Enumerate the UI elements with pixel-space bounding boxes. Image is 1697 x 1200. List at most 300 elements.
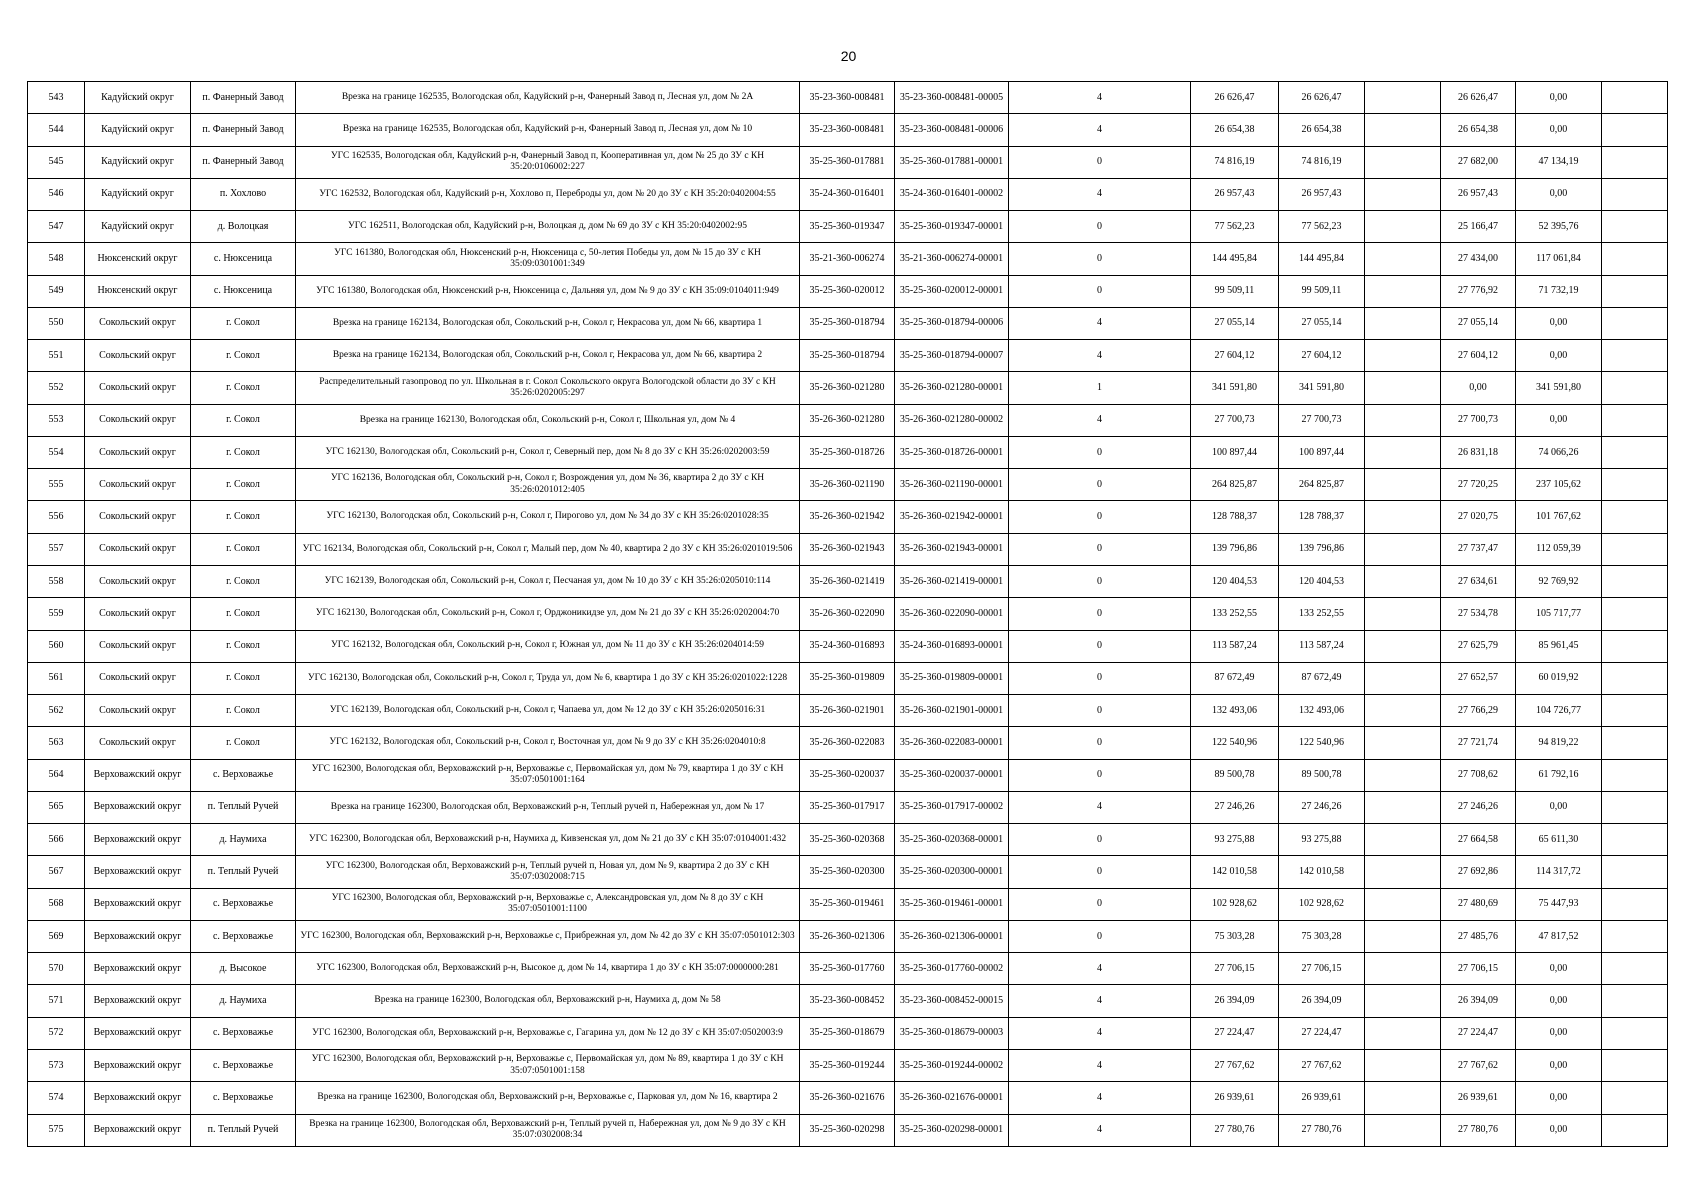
- cell-row-number: 553: [28, 404, 85, 436]
- cell-address: Врезка на границе 162535, Вологодская обл, Кадуйский р-н, Фанерный Завод п, Лесная ул, дом № 2А: [296, 82, 800, 114]
- cell-address: УГС 162511, Вологодская обл, Кадуйский р-н, Волоцкая д, дом № 69 до ЗУ с КН 35:20:0402002:95: [296, 211, 800, 243]
- cell-district: Верховажский округ: [85, 1082, 191, 1114]
- cell-amount-total: 27 224,47: [1191, 1017, 1279, 1049]
- cell-settlement: п. Фанерный Завод: [191, 114, 296, 146]
- cell-amount-4: 0,00: [1441, 372, 1516, 404]
- cell-id-code: 35-25-360-017881: [800, 146, 895, 178]
- cell-address: УГС 162535, Вологодская обл, Кадуйский р-н, Фанерный Завод п, Кооперативная ул, дом № 25 до ЗУ с КН 35:20:0106002:227: [296, 146, 800, 178]
- cell-amount-4: 27 020,75: [1441, 501, 1516, 533]
- cell-amount-6: [1602, 985, 1668, 1017]
- cell-amount-2: 26 939,61: [1279, 1082, 1365, 1114]
- cell-id-code: 35-24-360-016893: [800, 630, 895, 662]
- cell-amount-3: [1365, 307, 1441, 339]
- cell-amount-3: [1365, 1017, 1441, 1049]
- cell-amount-6: [1602, 307, 1668, 339]
- cell-amount-2: 27 706,15: [1279, 953, 1365, 985]
- cell-amount-2: 26 394,09: [1279, 985, 1365, 1017]
- cell-id-code: 35-26-360-021280: [800, 404, 895, 436]
- cell-address: УГС 162300, Вологодская обл, Верховажский р-н, Верховажье с, Прибрежная ул, дом № 42 до ЗУ с КН 35:07:0501012:303: [296, 920, 800, 952]
- cell-id-code: 35-26-360-021943: [800, 533, 895, 565]
- cell-amount-3: [1365, 211, 1441, 243]
- cell-object-code: 35-26-360-021306-00001: [895, 920, 1009, 952]
- cell-category: 0: [1009, 436, 1191, 468]
- cell-id-code: 35-25-360-020300: [800, 856, 895, 888]
- cell-address: УГС 162130, Вологодская обл, Сокольский р-н, Сокол г, Орджоникидзе ул, дом № 21 до ЗУ с КН 35:26:0202004:70: [296, 598, 800, 630]
- cell-row-number: 555: [28, 469, 85, 501]
- cell-amount-5: 112 059,39: [1516, 533, 1602, 565]
- table-row: [28, 630, 1668, 662]
- cell-amount-6: [1602, 372, 1668, 404]
- table-row: [28, 598, 1668, 630]
- cell-category: 0: [1009, 824, 1191, 856]
- cell-district: Сокольский округ: [85, 598, 191, 630]
- cell-address: УГС 162300, Вологодская обл, Верховажский р-н, Наумиха д, Кивзенская ул, дом № 21 до ЗУ с КН 35:07:0104001:432: [296, 824, 800, 856]
- cell-amount-4: 27 664,58: [1441, 824, 1516, 856]
- cell-address: Распределительный газопровод по ул. Школьная в г. Сокол Сокольского округа Вологодской области до ЗУ с КН 35:26:0202005:297: [296, 372, 800, 404]
- cell-amount-3: [1365, 662, 1441, 694]
- cell-settlement: г. Сокол: [191, 404, 296, 436]
- cell-amount-total: 26 939,61: [1191, 1082, 1279, 1114]
- cell-settlement: с. Нюксеница: [191, 275, 296, 307]
- cell-row-number: 544: [28, 114, 85, 146]
- cell-settlement: д. Наумиха: [191, 824, 296, 856]
- cell-district: Сокольский округ: [85, 340, 191, 372]
- table-row: [28, 953, 1668, 985]
- cell-category: 4: [1009, 404, 1191, 436]
- cell-object-code: 35-25-360-017881-00001: [895, 146, 1009, 178]
- cell-row-number: 575: [28, 1114, 85, 1147]
- cell-district: Верховажский округ: [85, 824, 191, 856]
- cell-amount-4: 27 721,74: [1441, 727, 1516, 759]
- cell-amount-4: 27 737,47: [1441, 533, 1516, 565]
- cell-object-code: 35-25-360-020300-00001: [895, 856, 1009, 888]
- cell-district: Кадуйский округ: [85, 114, 191, 146]
- cell-amount-4: 27 485,76: [1441, 920, 1516, 952]
- cell-district: Сокольский округ: [85, 372, 191, 404]
- cell-amount-2: 87 672,49: [1279, 662, 1365, 694]
- cell-row-number: 543: [28, 82, 85, 114]
- cell-settlement: г. Сокол: [191, 533, 296, 565]
- cell-id-code: 35-23-360-008481: [800, 114, 895, 146]
- cell-amount-2: 133 252,55: [1279, 598, 1365, 630]
- cell-id-code: 35-23-360-008452: [800, 985, 895, 1017]
- cell-amount-6: [1602, 759, 1668, 791]
- table-row: [28, 243, 1668, 275]
- cell-amount-3: [1365, 404, 1441, 436]
- cell-id-code: 35-26-360-021306: [800, 920, 895, 952]
- cell-row-number: 571: [28, 985, 85, 1017]
- cell-district: Верховажский округ: [85, 856, 191, 888]
- cell-object-code: 35-26-360-021280-00002: [895, 404, 1009, 436]
- cell-address: УГС 162532, Вологодская обл, Кадуйский р-н, Хохлово п, Переброды ул, дом № 20 до ЗУ с КН 35:20:0402004:55: [296, 178, 800, 210]
- cell-amount-3: [1365, 501, 1441, 533]
- cell-amount-5: 104 726,77: [1516, 695, 1602, 727]
- cell-amount-6: [1602, 178, 1668, 210]
- cell-amount-3: [1365, 372, 1441, 404]
- cell-id-code: 35-26-360-022090: [800, 598, 895, 630]
- table-row: [28, 114, 1668, 146]
- cell-row-number: 558: [28, 565, 85, 597]
- cell-district: Кадуйский округ: [85, 211, 191, 243]
- cell-amount-3: [1365, 178, 1441, 210]
- cell-amount-4: 26 626,47: [1441, 82, 1516, 114]
- cell-category: 4: [1009, 178, 1191, 210]
- table-row: [28, 82, 1668, 114]
- cell-amount-6: [1602, 404, 1668, 436]
- cell-row-number: 551: [28, 340, 85, 372]
- cell-amount-total: 26 394,09: [1191, 985, 1279, 1017]
- cell-amount-2: 27 224,47: [1279, 1017, 1365, 1049]
- cell-category: 0: [1009, 211, 1191, 243]
- cell-amount-total: 100 897,44: [1191, 436, 1279, 468]
- cell-object-code: 35-26-360-021280-00001: [895, 372, 1009, 404]
- cell-amount-total: 133 252,55: [1191, 598, 1279, 630]
- cell-amount-3: [1365, 598, 1441, 630]
- cell-settlement: г. Сокол: [191, 565, 296, 597]
- cell-amount-3: [1365, 340, 1441, 372]
- cell-amount-4: 27 652,57: [1441, 662, 1516, 694]
- cell-amount-4: 26 957,43: [1441, 178, 1516, 210]
- cell-id-code: 35-26-360-022083: [800, 727, 895, 759]
- cell-amount-2: 93 275,88: [1279, 824, 1365, 856]
- cell-amount-5: 0,00: [1516, 82, 1602, 114]
- table-row: [28, 856, 1668, 888]
- cell-amount-4: 27 246,26: [1441, 791, 1516, 823]
- cell-amount-2: 100 897,44: [1279, 436, 1365, 468]
- table-row: [28, 985, 1668, 1017]
- cell-amount-3: [1365, 565, 1441, 597]
- cell-amount-6: [1602, 469, 1668, 501]
- table-row: [28, 275, 1668, 307]
- cell-district: Верховажский округ: [85, 953, 191, 985]
- cell-address: Врезка на границе 162300, Вологодская обл, Верховажский р-н, Наумиха д, дом № 58: [296, 985, 800, 1017]
- cell-amount-4: 27 634,61: [1441, 565, 1516, 597]
- table-row: [28, 211, 1668, 243]
- cell-amount-5: 114 317,72: [1516, 856, 1602, 888]
- cell-amount-2: 26 957,43: [1279, 178, 1365, 210]
- cell-category: 4: [1009, 1017, 1191, 1049]
- cell-object-code: 35-26-360-021190-00001: [895, 469, 1009, 501]
- cell-row-number: 565: [28, 791, 85, 823]
- table-row: [28, 1049, 1668, 1081]
- cell-row-number: 561: [28, 662, 85, 694]
- cell-amount-total: 74 816,19: [1191, 146, 1279, 178]
- cell-settlement: г. Сокол: [191, 630, 296, 662]
- cell-amount-6: [1602, 1017, 1668, 1049]
- cell-amount-6: [1602, 211, 1668, 243]
- cell-address: УГС 162139, Вологодская обл, Сокольский р-н, Сокол г, Чапаева ул, дом № 12 до ЗУ с КН 35:26:0205016:31: [296, 695, 800, 727]
- cell-district: Сокольский округ: [85, 469, 191, 501]
- cell-row-number: 574: [28, 1082, 85, 1114]
- cell-row-number: 554: [28, 436, 85, 468]
- cell-amount-3: [1365, 1049, 1441, 1081]
- cell-settlement: с. Верховажье: [191, 888, 296, 920]
- cell-amount-2: 132 493,06: [1279, 695, 1365, 727]
- cell-amount-3: [1365, 82, 1441, 114]
- cell-object-code: 35-21-360-006274-00001: [895, 243, 1009, 275]
- cell-id-code: 35-25-360-019244: [800, 1049, 895, 1081]
- cell-amount-total: 132 493,06: [1191, 695, 1279, 727]
- cell-amount-4: 27 055,14: [1441, 307, 1516, 339]
- cell-row-number: 568: [28, 888, 85, 920]
- cell-amount-2: 139 796,86: [1279, 533, 1365, 565]
- cell-id-code: 35-25-360-018726: [800, 436, 895, 468]
- cell-category: 0: [1009, 501, 1191, 533]
- cell-amount-4: 27 780,76: [1441, 1114, 1516, 1147]
- cell-id-code: 35-25-360-018794: [800, 340, 895, 372]
- cell-district: Сокольский округ: [85, 565, 191, 597]
- cell-id-code: 35-25-360-020012: [800, 275, 895, 307]
- cell-row-number: 550: [28, 307, 85, 339]
- cell-category: 4: [1009, 82, 1191, 114]
- cell-address: УГС 162132, Вологодская обл, Сокольский р-н, Сокол г, Южная ул, дом № 11 до ЗУ с КН 35:26:0204014:59: [296, 630, 800, 662]
- cell-address: Врезка на границе 162300, Вологодская обл, Верховажский р-н, Теплый ручей п, Набережная ул, дом № 17: [296, 791, 800, 823]
- cell-object-code: 35-25-360-020012-00001: [895, 275, 1009, 307]
- cell-amount-6: [1602, 630, 1668, 662]
- cell-amount-2: 120 404,53: [1279, 565, 1365, 597]
- cell-amount-6: [1602, 598, 1668, 630]
- cell-settlement: д. Высокое: [191, 953, 296, 985]
- cell-district: Сокольский округ: [85, 501, 191, 533]
- cell-object-code: 35-25-360-019347-00001: [895, 211, 1009, 243]
- cell-object-code: 35-25-360-018794-00007: [895, 340, 1009, 372]
- cell-amount-5: 71 732,19: [1516, 275, 1602, 307]
- cell-amount-3: [1365, 275, 1441, 307]
- cell-amount-3: [1365, 469, 1441, 501]
- cell-amount-4: 25 166,47: [1441, 211, 1516, 243]
- cell-amount-total: 75 303,28: [1191, 920, 1279, 952]
- cell-amount-4: 27 625,79: [1441, 630, 1516, 662]
- cell-address: Врезка на границе 162130, Вологодская обл, Сокольский р-н, Сокол г, Школьная ул, дом № 4: [296, 404, 800, 436]
- table-row: [28, 307, 1668, 339]
- cell-object-code: 35-26-360-022090-00001: [895, 598, 1009, 630]
- cell-amount-2: 75 303,28: [1279, 920, 1365, 952]
- cell-address: УГС 162132, Вологодская обл, Сокольский р-н, Сокол г, Восточная ул, дом № 9 до ЗУ с КН 35:26:0204010:8: [296, 727, 800, 759]
- cell-amount-5: 47 817,52: [1516, 920, 1602, 952]
- cell-settlement: п. Теплый Ручей: [191, 791, 296, 823]
- table-row: [28, 920, 1668, 952]
- cell-row-number: 560: [28, 630, 85, 662]
- cell-object-code: 35-26-360-021676-00001: [895, 1082, 1009, 1114]
- table-row: [28, 727, 1668, 759]
- cell-amount-4: 27 766,29: [1441, 695, 1516, 727]
- cell-category: 0: [1009, 920, 1191, 952]
- cell-category: 0: [1009, 662, 1191, 694]
- cell-settlement: с. Верховажье: [191, 1082, 296, 1114]
- cell-amount-2: 27 604,12: [1279, 340, 1365, 372]
- cell-amount-total: 27 604,12: [1191, 340, 1279, 372]
- cell-amount-total: 341 591,80: [1191, 372, 1279, 404]
- cell-address: Врезка на границе 162134, Вологодская обл, Сокольский р-н, Сокол г, Некрасова ул, дом № 66, квартира 2: [296, 340, 800, 372]
- cell-amount-total: 26 626,47: [1191, 82, 1279, 114]
- cell-object-code: 35-26-360-021942-00001: [895, 501, 1009, 533]
- cell-address: Врезка на границе 162300, Вологодская обл, Верховажский р-н, Верховажье с, Парковая ул, дом № 16, квартира 2: [296, 1082, 800, 1114]
- cell-district: Сокольский округ: [85, 533, 191, 565]
- cell-amount-2: 74 816,19: [1279, 146, 1365, 178]
- cell-settlement: г. Сокол: [191, 307, 296, 339]
- cell-amount-6: [1602, 146, 1668, 178]
- cell-amount-total: 120 404,53: [1191, 565, 1279, 597]
- cell-id-code: 35-25-360-017917: [800, 791, 895, 823]
- cell-amount-5: 0,00: [1516, 1017, 1602, 1049]
- cell-address: УГС 162130, Вологодская обл, Сокольский р-н, Сокол г, Северный пер, дом № 8 до ЗУ с КН 35:26:0202003:59: [296, 436, 800, 468]
- cell-amount-6: [1602, 114, 1668, 146]
- cell-amount-5: 92 769,92: [1516, 565, 1602, 597]
- cell-amount-5: 0,00: [1516, 1049, 1602, 1081]
- cell-category: 0: [1009, 856, 1191, 888]
- table-row: [28, 1017, 1668, 1049]
- cell-object-code: 35-25-360-019244-00002: [895, 1049, 1009, 1081]
- cell-settlement: п. Теплый Ручей: [191, 856, 296, 888]
- cell-amount-2: 128 788,37: [1279, 501, 1365, 533]
- table-row: [28, 178, 1668, 210]
- cell-amount-2: 144 495,84: [1279, 243, 1365, 275]
- cell-object-code: 35-24-360-016893-00001: [895, 630, 1009, 662]
- table-row: [28, 146, 1668, 178]
- cell-district: Верховажский округ: [85, 888, 191, 920]
- table-row: [28, 372, 1668, 404]
- cell-district: Кадуйский округ: [85, 178, 191, 210]
- cell-amount-total: 142 010,58: [1191, 856, 1279, 888]
- cell-district: Сокольский округ: [85, 436, 191, 468]
- cell-amount-5: 65 611,30: [1516, 824, 1602, 856]
- cell-row-number: 559: [28, 598, 85, 630]
- cell-row-number: 566: [28, 824, 85, 856]
- cell-amount-3: [1365, 114, 1441, 146]
- cell-amount-4: 27 708,62: [1441, 759, 1516, 791]
- cell-amount-3: [1365, 146, 1441, 178]
- cell-address: УГС 162300, Вологодская обл, Верховажский р-н, Высокое д, дом № 14, квартира 1 до ЗУ с КН 35:07:0000000:281: [296, 953, 800, 985]
- cell-category: 0: [1009, 630, 1191, 662]
- cell-amount-2: 27 780,76: [1279, 1114, 1365, 1147]
- cell-object-code: 35-25-360-019809-00001: [895, 662, 1009, 694]
- cell-amount-3: [1365, 888, 1441, 920]
- table-row: [28, 340, 1668, 372]
- cell-settlement: с. Верховажье: [191, 759, 296, 791]
- cell-amount-3: [1365, 791, 1441, 823]
- cell-object-code: 35-26-360-021901-00001: [895, 695, 1009, 727]
- cell-object-code: 35-25-360-020298-00001: [895, 1114, 1009, 1147]
- cell-id-code: 35-26-360-021280: [800, 372, 895, 404]
- cell-address: Врезка на границе 162300, Вологодская обл, Верховажский р-н, Теплый ручей п, Набережная ул, дом № 9 до ЗУ с КН 35:07:0302008:34: [296, 1114, 800, 1147]
- cell-settlement: г. Сокол: [191, 501, 296, 533]
- cell-row-number: 569: [28, 920, 85, 952]
- cell-row-number: 548: [28, 243, 85, 275]
- cell-row-number: 545: [28, 146, 85, 178]
- cell-object-code: 35-25-360-017917-00002: [895, 791, 1009, 823]
- cell-amount-5: 61 792,16: [1516, 759, 1602, 791]
- cell-settlement: с. Верховажье: [191, 920, 296, 952]
- table-row: [28, 695, 1668, 727]
- cell-address: УГС 162300, Вологодская обл, Верховажский р-н, Верховажье с, Гагарина ул, дом № 12 до ЗУ с КН 35:07:0502003:9: [296, 1017, 800, 1049]
- cell-row-number: 556: [28, 501, 85, 533]
- cell-amount-4: 26 654,38: [1441, 114, 1516, 146]
- table-row: [28, 759, 1668, 791]
- cell-amount-5: 0,00: [1516, 307, 1602, 339]
- cell-category: 1: [1009, 372, 1191, 404]
- cell-district: Сокольский округ: [85, 630, 191, 662]
- cell-amount-5: 105 717,77: [1516, 598, 1602, 630]
- cell-address: УГС 162136, Вологодская обл, Сокольский р-н, Сокол г, Возрождения ул, дом № 36, квартира 2 до ЗУ с КН 35:26:0201012:405: [296, 469, 800, 501]
- cell-amount-2: 99 509,11: [1279, 275, 1365, 307]
- cell-amount-4: 27 776,92: [1441, 275, 1516, 307]
- cell-amount-6: [1602, 275, 1668, 307]
- cell-amount-5: 341 591,80: [1516, 372, 1602, 404]
- table-row: [28, 824, 1668, 856]
- cell-amount-total: 89 500,78: [1191, 759, 1279, 791]
- cell-category: 4: [1009, 114, 1191, 146]
- cell-address: УГС 162300, Вологодская обл, Верховажский р-н, Теплый ручей п, Новая ул, дом № 9, квартира 2 до ЗУ с КН 35:07:0302008:715: [296, 856, 800, 888]
- cell-settlement: п. Хохлово: [191, 178, 296, 210]
- cell-amount-5: 74 066,26: [1516, 436, 1602, 468]
- cell-category: 0: [1009, 275, 1191, 307]
- cell-district: Кадуйский округ: [85, 82, 191, 114]
- cell-amount-6: [1602, 824, 1668, 856]
- cell-id-code: 35-26-360-021190: [800, 469, 895, 501]
- cell-object-code: 35-25-360-020368-00001: [895, 824, 1009, 856]
- cell-amount-3: [1365, 856, 1441, 888]
- cell-settlement: п. Фанерный Завод: [191, 82, 296, 114]
- cell-amount-2: 27 767,62: [1279, 1049, 1365, 1081]
- cell-row-number: 570: [28, 953, 85, 985]
- cell-district: Верховажский округ: [85, 1114, 191, 1147]
- cell-amount-6: [1602, 436, 1668, 468]
- cell-amount-total: 144 495,84: [1191, 243, 1279, 275]
- cell-district: Верховажский округ: [85, 759, 191, 791]
- table-row: [28, 1082, 1668, 1114]
- cell-address: УГС 161380, Вологодская обл, Нюксенский р-н, Нюксеница с, Дальняя ул, дом № 9 до ЗУ с КН 35:09:0104011:949: [296, 275, 800, 307]
- cell-amount-4: 27 534,78: [1441, 598, 1516, 630]
- cell-amount-6: [1602, 920, 1668, 952]
- cell-amount-2: 341 591,80: [1279, 372, 1365, 404]
- table-row: [28, 404, 1668, 436]
- cell-id-code: 35-25-360-019809: [800, 662, 895, 694]
- cell-amount-6: [1602, 533, 1668, 565]
- cell-category: 4: [1009, 1049, 1191, 1081]
- cell-category: 4: [1009, 307, 1191, 339]
- cell-amount-3: [1365, 824, 1441, 856]
- registry-table: [27, 81, 1668, 1147]
- cell-amount-3: [1365, 1082, 1441, 1114]
- cell-district: Сокольский округ: [85, 307, 191, 339]
- cell-amount-2: 122 540,96: [1279, 727, 1365, 759]
- cell-object-code: 35-25-360-018679-00003: [895, 1017, 1009, 1049]
- cell-amount-4: 27 700,73: [1441, 404, 1516, 436]
- table-row: [28, 662, 1668, 694]
- cell-id-code: 35-25-360-019347: [800, 211, 895, 243]
- cell-amount-2: 264 825,87: [1279, 469, 1365, 501]
- cell-amount-6: [1602, 82, 1668, 114]
- cell-amount-4: 27 767,62: [1441, 1049, 1516, 1081]
- cell-address: УГС 162300, Вологодская обл, Верховажский р-н, Верховажье с, Александровская ул, дом № 8 до ЗУ с КН 35:07:0501001:1100: [296, 888, 800, 920]
- cell-row-number: 562: [28, 695, 85, 727]
- cell-amount-6: [1602, 565, 1668, 597]
- cell-amount-total: 77 562,23: [1191, 211, 1279, 243]
- cell-amount-3: [1365, 695, 1441, 727]
- cell-amount-6: [1602, 953, 1668, 985]
- cell-id-code: 35-21-360-006274: [800, 243, 895, 275]
- cell-settlement: с. Нюксеница: [191, 243, 296, 275]
- cell-district: Верховажский округ: [85, 985, 191, 1017]
- cell-row-number: 546: [28, 178, 85, 210]
- cell-amount-total: 27 767,62: [1191, 1049, 1279, 1081]
- cell-amount-5: 237 105,62: [1516, 469, 1602, 501]
- cell-district: Верховажский округ: [85, 1017, 191, 1049]
- cell-amount-2: 26 626,47: [1279, 82, 1365, 114]
- cell-settlement: п. Фанерный Завод: [191, 146, 296, 178]
- table-row: [28, 1114, 1668, 1147]
- cell-category: 4: [1009, 1114, 1191, 1147]
